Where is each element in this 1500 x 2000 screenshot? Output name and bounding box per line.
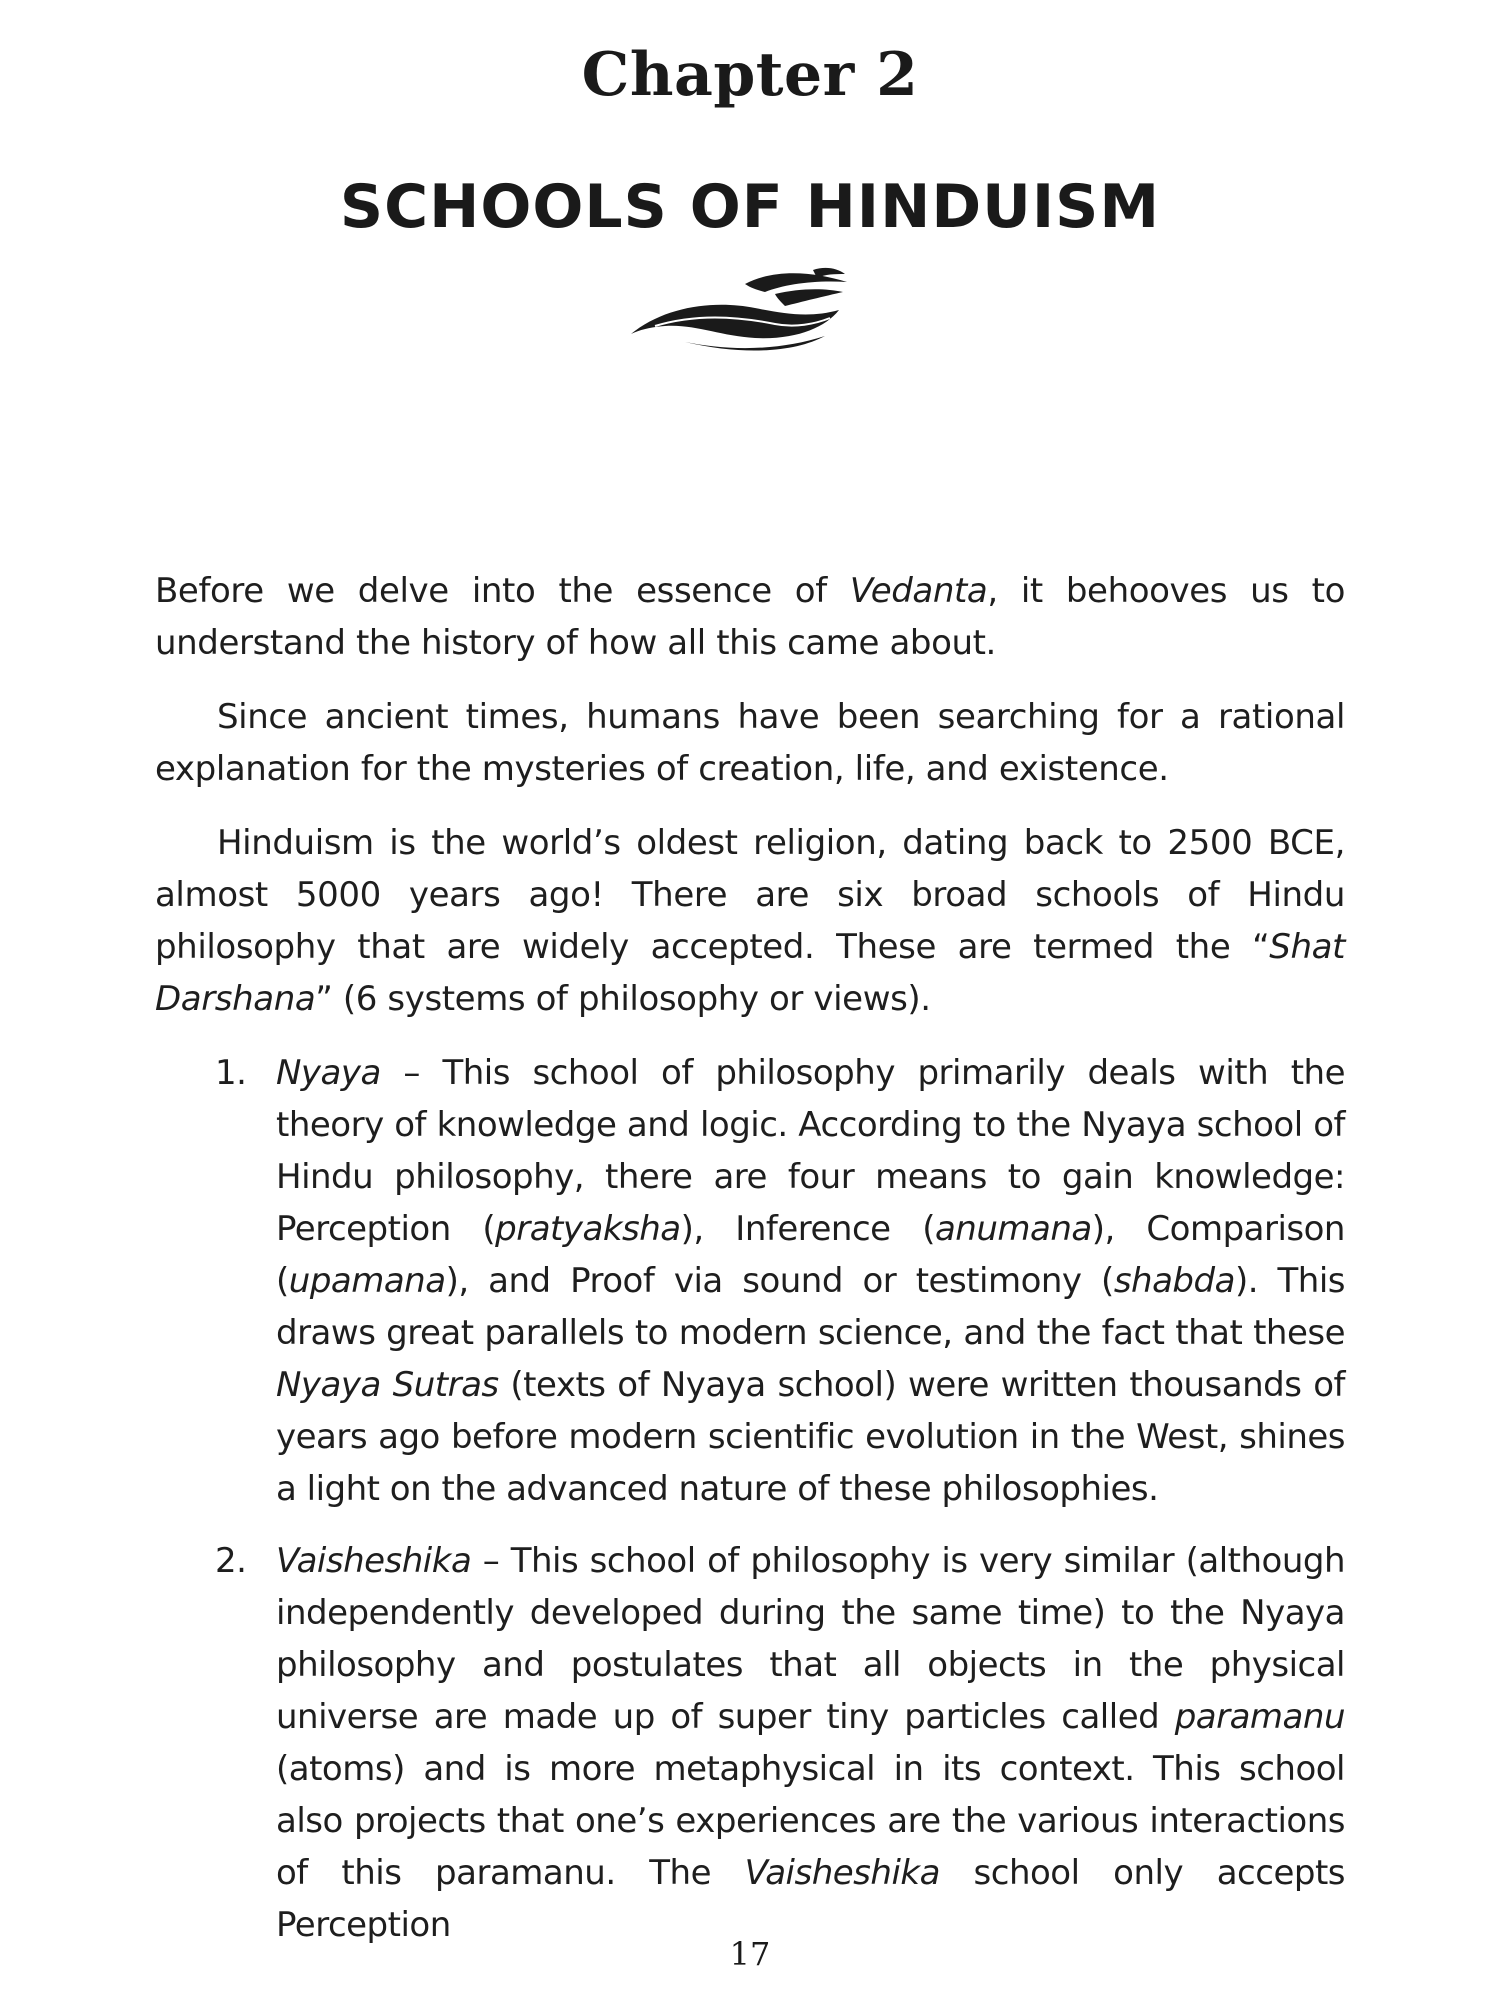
italic-term: Vedanta — [849, 571, 988, 611]
list-number: 2. — [215, 1541, 247, 1581]
paragraph-intro — [155, 565, 1345, 669]
italic-term: Shat Darshana — [155, 927, 1345, 1019]
italic-term: Nyaya — [276, 1053, 381, 1093]
schools-list — [155, 1047, 1345, 1951]
italic-term: Vaisheshika — [276, 1541, 472, 1581]
text-segment: Hinduism is the world’s oldest religion, dating back to 2500 BCE, almost 5000 years ago! There are six broad schools of Hindu philosophy that are widely accepted. These are termed the “ — [155, 823, 1345, 967]
text-segment: , it behooves us to understand the history of how all this came about. — [155, 571, 1345, 663]
text-segment: ), Inference ( — [680, 1209, 935, 1249]
page-number: 17 — [729, 1935, 771, 1973]
list-item — [155, 1535, 1345, 1951]
text-segment: ” (6 systems of philosophy or views). — [315, 979, 931, 1019]
wave-ornament-icon — [625, 262, 875, 354]
text-segment: school only accepts Perception — [276, 1853, 1345, 1945]
italic-term: Vaisheshika — [744, 1853, 940, 1893]
italic-term: pratyaksha — [495, 1209, 681, 1249]
list-number: 1. — [215, 1053, 247, 1093]
italic-term: paramanu — [1174, 1697, 1345, 1737]
paragraph-ancient-times: Since ancient times, humans have been searching for a rational explanation for the mysteries of creation, life, and existence. — [155, 697, 1345, 789]
text-segment: ). This draws great parallels to modern science, and the fact that these — [276, 1261, 1345, 1353]
text-segment: (atoms) and is more metaphysical in its context. This school also projects that one’s experiences are the various interactions of this paramanu. The — [276, 1749, 1345, 1893]
italic-term: Nyaya Sutras — [276, 1365, 499, 1405]
text-segment: (texts of Nyaya school) were written thousands of years ago before modern scientific evolution in the West, shines a light on the advanced nature of these philosophies. — [276, 1365, 1345, 1509]
italic-term: upamana — [288, 1261, 446, 1301]
text-segment: ), and Proof via sound or testimony ( — [445, 1261, 1114, 1301]
text-segment: Before we delve into the essence of — [155, 571, 850, 611]
paragraph-hinduism — [155, 817, 1345, 1025]
italic-term: shabda — [1113, 1261, 1235, 1301]
chapter-label: Chapter 2 — [581, 40, 919, 110]
body-text — [155, 565, 1345, 1971]
text-segment: – This school of philosophy primarily deals with the theory of knowledge and logic. According to the Nyaya school of Hindu philosophy, there are four means to gain knowledge: Perception ( — [276, 1053, 1345, 1249]
list-item — [155, 1047, 1345, 1515]
text-segment: – This school of philosophy is very similar (although independently developed during the same time) to the Nyaya philosophy and postulates that all objects in the physical universe are made up of super tiny particles called — [276, 1541, 1345, 1737]
chapter-title: SCHOOLS OF HINDUISM — [339, 172, 1161, 242]
text-segment: ), Comparison ( — [276, 1209, 1345, 1301]
italic-term: anumana — [934, 1209, 1092, 1249]
